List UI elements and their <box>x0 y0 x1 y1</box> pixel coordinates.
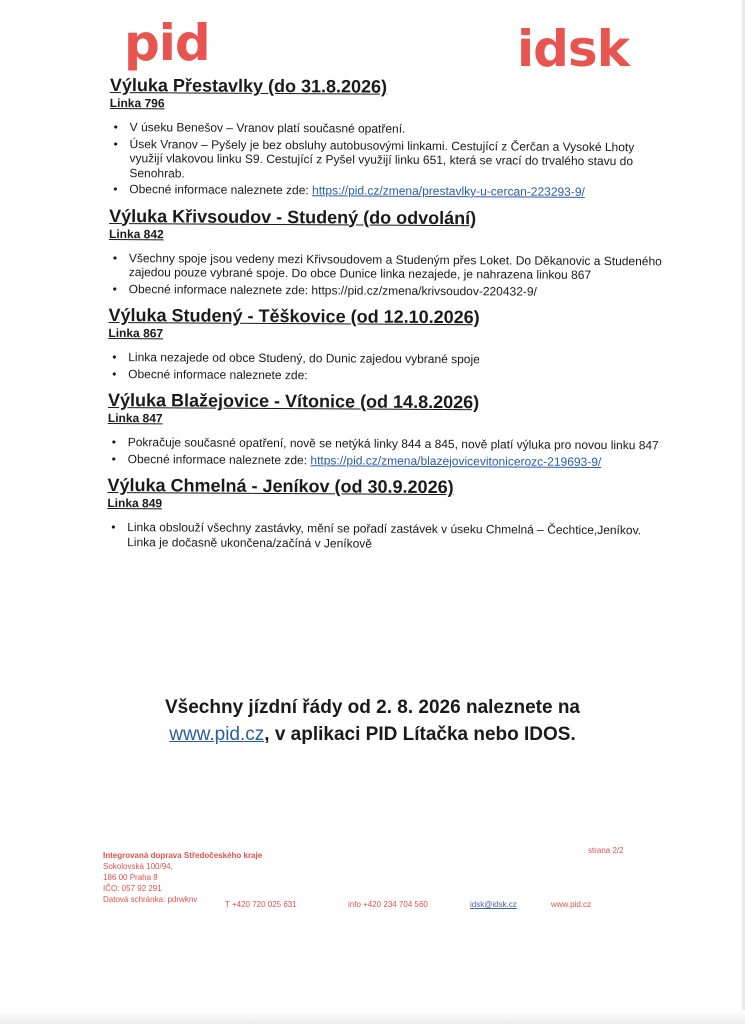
line-number: Linka 796 <box>109 95 165 111</box>
imprint-email[interactable]: idsk@idsk.cz <box>470 900 517 909</box>
page-number: strana 2/2 <box>588 846 624 855</box>
imprint-ico: IČO: 057 92 291 <box>103 884 162 893</box>
list-item: • Obecné informace naleznete zde: https://pid.cz/zmena/krivsoudov-220432-9/ <box>129 282 669 300</box>
line-number: Linka 842 <box>108 226 164 241</box>
list-item: • Pokračuje současné opatření, nově se netýká linky 844 a 845, nově platí výluka pro novou linku 847 <box>128 435 668 453</box>
section-title: Výluka Studený - Těškovice (od 12.10.2026) <box>108 304 480 328</box>
section-prestavlky <box>109 74 670 200</box>
item-list <box>108 435 668 469</box>
imprint-phone: T +420 720 025 631 <box>225 900 297 909</box>
imprint-block <box>103 850 262 905</box>
list-item <box>128 452 668 470</box>
list-item: • Obecné informace naleznete zde: <box>128 367 668 385</box>
notice-line2-wrap <box>100 721 645 748</box>
section-krivsoudov <box>109 204 670 299</box>
section-blazejovice <box>108 389 668 469</box>
info-link[interactable]: https://pid.cz/zmena/blazejovicevitonicerozc-219693-9/ <box>310 452 602 469</box>
line-number: Linka 867 <box>108 325 164 341</box>
notice-content <box>107 74 670 560</box>
section-title: Výluka Chmelná - Jeníkov (od 30.9.2026) <box>107 474 454 498</box>
section-studeny <box>108 304 668 384</box>
pid-logo: pid <box>124 14 210 72</box>
list-item: • Úsek Vranov – Pyšely je bez obsluhy autobusovými linkami. Cestující z Čerčan a Vysoké Lhoty využijí vlakovou linku S9. Cestující z Pyšel využijí linku 651, která se vrací do trvalého stavu do Senohrab. <box>129 137 669 184</box>
item-list <box>109 120 669 200</box>
notice-line2: , v aplikaci PID Lítačka nebo IDOS. <box>264 724 576 745</box>
section-title: Výluka Blažejovice - Vítonice (od 14.8.2026) <box>107 389 480 413</box>
pid-website-link[interactable]: www.pid.cz <box>169 724 265 745</box>
item-list <box>108 350 668 384</box>
item-text: Obecné informace naleznete zde: <box>129 182 313 198</box>
line-number: Linka 849 <box>107 495 163 511</box>
imprint-org: Integrovaná doprava Středočeského kraje <box>103 851 263 860</box>
list-item <box>129 182 669 200</box>
list-item: • Linka obslouží všechny zastávky, mění se pořadí zastávek v úseku Chmelná – Čechtice,Jeníkov. Linka je dočasně ukončena/začíná v Jeníkově <box>127 520 667 552</box>
imprint-databox: Datová schránka: pdrwknv <box>103 895 198 904</box>
list-item: • Všechny spoje jsou vedeny mezi Křivsoudovem a Studeným přes Loket. Do Děkanovic a Studeného zajedou pouze vybrané spoje. Do obce Dunice linka nezajede, je nahrazena linkou 867 <box>129 251 669 283</box>
imprint-info: info +420 234 704 560 <box>348 900 428 909</box>
section-chmelna <box>107 474 667 552</box>
scan-bottom-edge <box>0 1010 745 1024</box>
imprint-street: Sokolovská 100/94, <box>103 862 173 871</box>
imprint-city: 186 00 Praha 8 <box>103 873 158 882</box>
imprint-web[interactable]: www.pid.cz <box>551 900 592 909</box>
item-list <box>109 250 669 299</box>
line-number: Linka 847 <box>107 410 163 426</box>
section-title: Výluka Křivsoudov - Studený (do odvolání) <box>109 205 477 228</box>
timetable-notice <box>100 694 645 748</box>
list-item: • V úseku Benešov – Vranov platí současné opatření. <box>130 120 670 138</box>
item-list <box>107 520 667 552</box>
notice-line1: Všechny jízdní řády od 2. 8. 2026 naleznete na <box>165 697 580 718</box>
list-item: • Linka nezajede od obce Studený, do Dunic zajedou vybrané spoje <box>128 350 668 368</box>
section-title: Výluka Přestavlky (do 31.8.2026) <box>109 74 388 97</box>
info-link[interactable]: https://pid.cz/zmena/prestavlky-u-cercan-223293-9/ <box>312 183 585 199</box>
idsk-logo: idsk <box>517 20 629 78</box>
item-text: Obecné informace naleznete zde: <box>127 451 311 467</box>
